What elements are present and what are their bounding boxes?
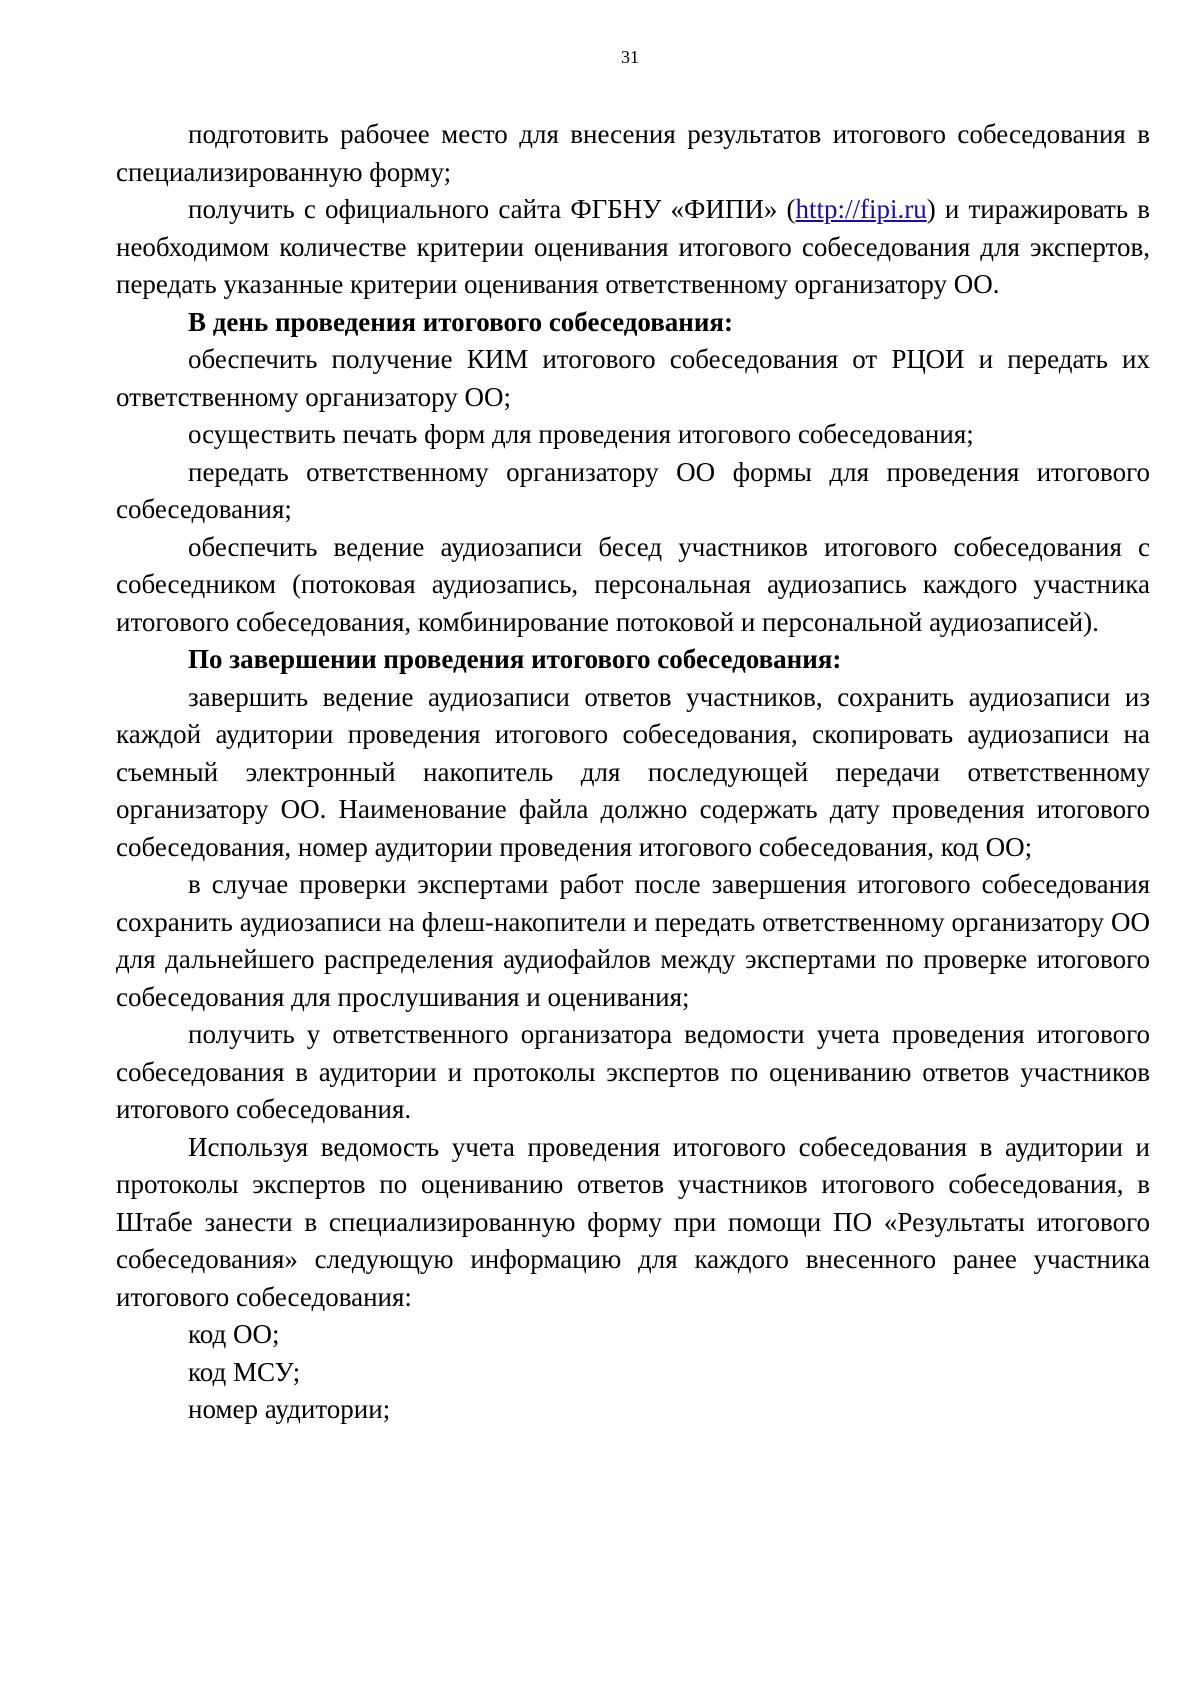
paragraph-expert-check: в случае проверки экспертами работ после завершения итогового собеседования сохранить аудиозаписи на флеш-накопители и передать ответственному организатору ОО для дальнейшего распределения аудиофайлов между экспертами по проверке итогового собеседования для прослушивания и оценивания; <box>116 869 1150 1012</box>
document-body <box>116 116 1150 1429</box>
paragraph-finish-recording: завершить ведение аудиозаписи ответов участников, сохранить аудиозаписи из каждой аудитории проведения итогового собеседования, скопировать аудиозаписи на съемный электронный накопитель для последующей передачи ответственному организатору ОО. Наименование файла должно содержать дату проведения итогового собеседования, номер аудитории проведения итогового собеседования, код ОО; <box>116 681 1150 862</box>
paragraph-enter-results: Используя ведомость учета проведения итогового собеседования в аудитории и протоколы экспертов по оцениванию ответов участников итогового собеседования, в Штабе занести в специализированную форму при помощи ПО «Результаты итогового собеседования» следующую информацию для каждого внесенного ранее участника итогового собеседования: <box>116 1131 1150 1312</box>
paragraph-receive-kim: обеспечить получение КИМ итогового собеседования от РЦОИ и передать их ответственному организатору ОО; <box>116 344 1150 412</box>
list-item-room-number: номер аудитории; <box>188 1394 391 1424</box>
paragraph-text: ) и тиражировать в необходимом количестве критерии оценивания итогового собеседования для экспертов, передать указанные критерии оценивания ответственному организатору ОО. <box>116 194 1150 299</box>
paragraph-receive-reports: получить у ответственного организатора ведомости учета проведения итогового собеседования в аудитории и протоколы экспертов по оцениванию ответов участников итогового собеседования. <box>116 1019 1150 1124</box>
page-number: 31 <box>621 47 639 67</box>
list-item-msu-code: код МСУ; <box>188 1356 301 1387</box>
paragraph-audio-recording: обеспечить ведение аудиозаписи бесед участников итогового собеседования с собеседником (потоковая аудиозапись, персональная аудиозапись каждого участника итогового собеседования, комбинирование потоковой и персональной аудиозаписей). <box>116 531 1150 637</box>
paragraph-text: получить с официального сайта ФГБНУ «ФИПИ» ( <box>188 194 796 224</box>
list-item-oo-code: код ОО; <box>188 1319 280 1349</box>
paragraph-prepare-workplace: подготовить рабочее место для внесения результатов итогового собеседования в специализированную форму; <box>116 119 1150 187</box>
paragraph-print-forms: осуществить печать форм для проведения итогового собеседования; <box>188 419 974 449</box>
paragraph-pass-forms: передать ответственному организатору ОО формы для проведения итогового собеседования; <box>116 456 1150 524</box>
paragraph-get-criteria <box>116 191 1150 304</box>
fipi-link[interactable]: http://fipi.ru <box>795 194 927 224</box>
section-heading-after-exam: По завершении проведения итогового собеседования: <box>188 644 842 674</box>
section-heading-exam-day: В день проведения итогового собеседования: <box>188 306 733 337</box>
